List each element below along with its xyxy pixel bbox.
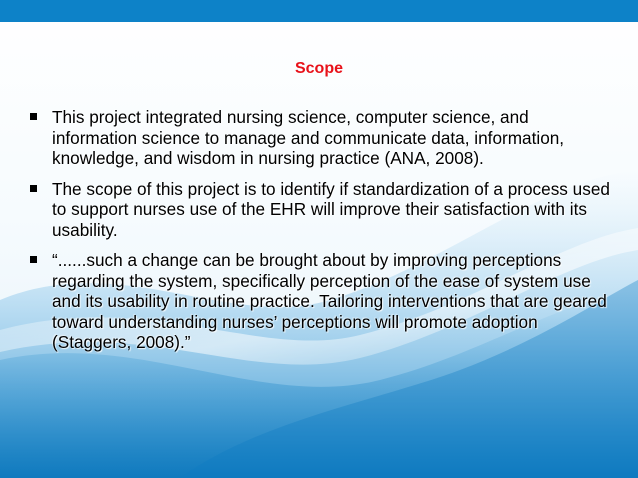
square-bullet-icon: [30, 113, 37, 120]
bullet-item: [30, 107, 610, 169]
bullet-item: [30, 179, 610, 241]
square-bullet-icon: [30, 185, 37, 192]
slide-title: Scope: [294, 60, 343, 77]
square-bullet-icon: [30, 256, 37, 263]
bullet-text: The scope of this project is to identify if standardization of a process used to support nurses use of the EHR will improve their satisfaction with its usability.: [52, 178, 610, 240]
bullet-item: [30, 250, 610, 353]
bullet-list: [30, 107, 610, 363]
bullet-text: This project integrated nursing science, computer science, and information science to manage and communicate data, information, knowledge, and wisdom in nursing practice (ANA, 2008).: [52, 107, 565, 168]
bullet-text: “......such a change can be brought about by improving perceptions regarding the system, specifically perception of the ease of system use and its usability in routine practice. Tailoring interventions that are geared toward understanding nurses’ perceptions will promote adoption (Staggers, 2008).”: [52, 250, 607, 352]
